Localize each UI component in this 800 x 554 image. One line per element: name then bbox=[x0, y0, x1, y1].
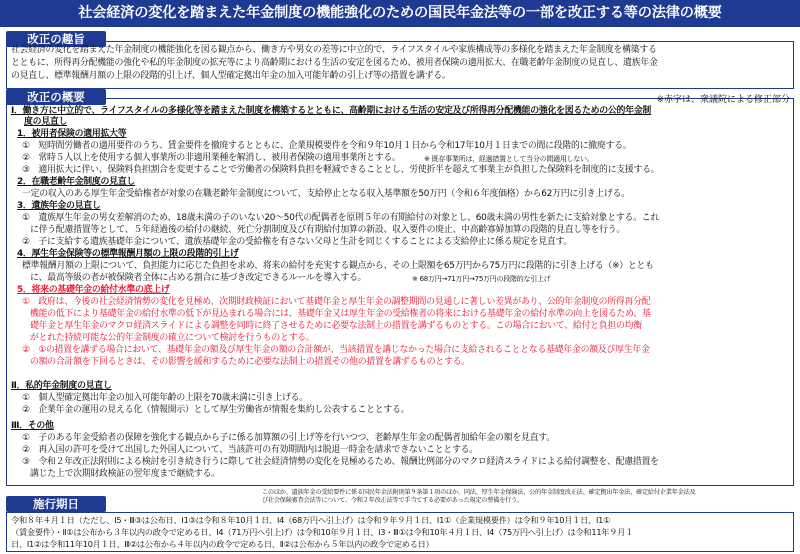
p2-item: ① 個人型確定拠出年金の加入可能年齢の上限を70歳未満に引き上げる。 bbox=[22, 393, 308, 403]
p3-item: 講じた上で次期財政検証の翌年度まで継続する。 bbox=[30, 469, 220, 479]
s4-item-note: ※ 68万円→71万円→75万円の段階的な引上げ bbox=[412, 275, 551, 283]
section-2-title: Ⅱ．私的年金制度の見直し bbox=[11, 381, 112, 391]
s1-title: 1．被用者保険の適用拡大等 bbox=[17, 129, 127, 139]
s2-title: 2．在職老齢年金制度の見直し bbox=[17, 177, 136, 187]
s4-item: に、最高等級の者が被保険者全体に占める割合に基づき改定できるルールを導入する。 bbox=[30, 273, 367, 283]
overview-heading: 改正の概要 bbox=[6, 89, 106, 105]
s1-item: ② 常時５人以上を使用する個人事業所の非適用業種を解消し、被用者保険の適用事業所とする。 bbox=[22, 153, 401, 163]
p3-item: ② 再入国の許可を受けて出国した外国人について、当該許可の有効期間内は脱退一時金を請求できないこととする。 bbox=[22, 445, 478, 455]
section-1-title-cont: 度の見直し bbox=[24, 117, 68, 127]
purpose-line: 社会経済の変化を踏まえた年金制度の機能強化を図る観点から、働き方や男女の差等に中立的で、ライフスタイルや家族構成等の多様化を踏まえた年金制度を構築する bbox=[11, 45, 657, 55]
s4-title: 4．厚生年金保険等の標準報酬月額の上限の段階的引上げ bbox=[17, 249, 239, 259]
s5-title: 5．将来の基礎年金の給付水準の底上げ bbox=[17, 285, 170, 295]
s5-item: ① 政府は、今後の社会経済情勢の変化を見極め、次期財政検証において基礎年金と厚生年金の調整期間の見通しに著しい差異があり、公的年金制度の所得再分配 bbox=[22, 297, 651, 307]
effective-line: （賃金要件）・Ⅱ①は公布から３年以内の政令で定める日、Ⅰ4（71万円へ引上げ）は令和10年９月１日、Ⅰ3・Ⅲ①は令和10年４月１日、Ⅰ4（75万円へ引上げ）は令和11年９月１ bbox=[11, 527, 634, 537]
amendment-note: ※赤字は、衆議院による修正部分 bbox=[656, 95, 790, 105]
s1-item: ① 短時間労働者の適用要件のうち、賃金要件を撤廃するとともに、企業規模要件を令和９年10月１日から令和17年10月１日までの間に段階的に撤廃する。 bbox=[22, 141, 632, 151]
s1-item: ③ 適用拡大に伴い、保険料負担割合を変更することで労働者の保険料負担を軽減できることとし、労使折半を超えて事業主が負担した保険料を制度的に支援する。 bbox=[22, 165, 660, 175]
p3-item: ① 子のある年金受給者の保障を強化する観点から子に係る加算額の引上げ等を行いつつ、老齢厚生年金の配偶者加給年金の額を見直す。 bbox=[22, 433, 555, 443]
s5-item: がとれた持続可能な公的年金制度の確立について検討を行うものとする。 bbox=[30, 333, 315, 343]
s3-item: ① 遺族厚生年金の男女差解消のため、18歳未満の子のいない20～50代の配偶者を原則５年の有期給付の対象とし、60歳未満の男性を新たに支給対象とする。これ bbox=[22, 213, 660, 223]
purpose-line: の見直し、標準報酬月額の上限の段階的引上げ、個人型確定拠出年金の加入可能年齢の引上げ等の措置を講ずる。 bbox=[11, 71, 451, 81]
section-1-title: Ⅰ．働き方に中立的で、ライフスタイルの多様化等を踏まえた制度を構築するとともに、高齢期における生活の安定及び所得再分配機能の強化を図るための公的年金制 bbox=[11, 106, 652, 116]
effective-line: 日、Ⅰ1②は令和11年10月１日、Ⅲ②は公布から４年以内の政令で定める日、Ⅱ②は公布から５年以内の政令で定める日） bbox=[11, 539, 434, 549]
s5-item: 機能の低下により基礎年金の給付水準の低下が見込まれる場合には、基礎年金又は厚生年金の受給権者の将来における基礎年金の給付水準の向上を図るため、基 bbox=[30, 309, 651, 319]
s5-item: の額の合計額を下回るときは、その影響を緩和するために必要な法制上の措置その他の措置を講ずるものとする。 bbox=[30, 357, 470, 367]
purpose-heading: 改正の趣旨 bbox=[6, 31, 106, 47]
s3-item: ② 子に支給する遺族基礎年金について、遺族基礎年金の受給権を有さない父母と生計を同じくすることによる支給停止に係る規定を見直す。 bbox=[22, 237, 573, 247]
purpose-line: とともに、所得再分配機能の強化や私的年金制度の拡充等により高齢期における生活の安定を図るため、被用者保険の適用拡大、在職老齢年金制度の見直し、遺族年金 bbox=[11, 58, 658, 68]
page-title: 社会経済の変化を踏まえた年金制度の機能強化のための国民年金法等の一部を改正する等の法律の概要 bbox=[0, 0, 800, 27]
s5-item: 礎年金と厚生年金のマクロ経済スライドによる調整を同時に終了させるために必要な法制上の措置を講ずるものとする。この場合において、給付と負担の均衡 bbox=[30, 321, 642, 331]
effective-line: 令和８年４月１日（ただし、Ⅰ5・Ⅲ③は公布日、Ⅰ1③は令和８年10月１日、Ⅰ4（68万円へ引上げ）は令和９年９月１日、Ⅰ1①（企業規模要件）は令和９年10月１日、Ⅰ1① bbox=[11, 515, 611, 525]
p2-item: ② 企業年金の運用の見える化（情報開示）として厚生労働省が情報を集約し公表することとする。 bbox=[22, 405, 410, 415]
s1-item-note: ※ 既存事業所は、経過措置として当分の間適用しない。 bbox=[424, 155, 594, 163]
s5-item: ② ①の措置を講ずる場合において、基礎年金の額及び厚生年金の額の合計額が、当該措置を講じなかった場合に支給されることとなる基礎年金の額及び厚生年金 bbox=[22, 345, 650, 355]
footnote: び社会保険審査会法等について、令和２年改正法等で手当てする必要があった規定の整備を行う。 bbox=[262, 497, 523, 504]
section-3-title: Ⅲ．その他 bbox=[11, 421, 54, 431]
footnote: このほか、遺族年金の受給要件に係る国民年金法附則第９条第１項のほか、同法、厚生年金保険法、公的年金制度改正法、確定拠出年金法、確定給付企業年金法及 bbox=[262, 489, 696, 496]
effective-heading: 施行期日 bbox=[6, 496, 106, 512]
s3-item: に伴う配慮措置等として、５年経過後の給付の継続、死亡分割制度及び有期給付加算の新設、収入要件の廃止、中高齢寡婦加算の段階的見直し等を行う。 bbox=[30, 225, 625, 235]
p3-item: ③ 令和２年改正法附則による検討を引き続き行うに際して社会経済情勢の変化を見極めるため、報酬比例部分のマクロ経済スライドによる給付調整を、配慮措置を bbox=[22, 457, 659, 467]
s4-item: 標準報酬月額の上限について、負担能力に応じた負担を求め、将来の給付を充実する観点から、その上限額を65万円から75万円に段階的に引き上げる（※）ととも bbox=[22, 261, 654, 271]
s3-title: 3．遺族年金の見直し bbox=[17, 201, 101, 211]
s2-item: 一定の収入のある厚生年金受給権者が対象の在職老齢年金制度について、支給停止となる収入基準額を50万円（令和６年度価格）から62万円に引き上げる。 bbox=[22, 189, 630, 199]
